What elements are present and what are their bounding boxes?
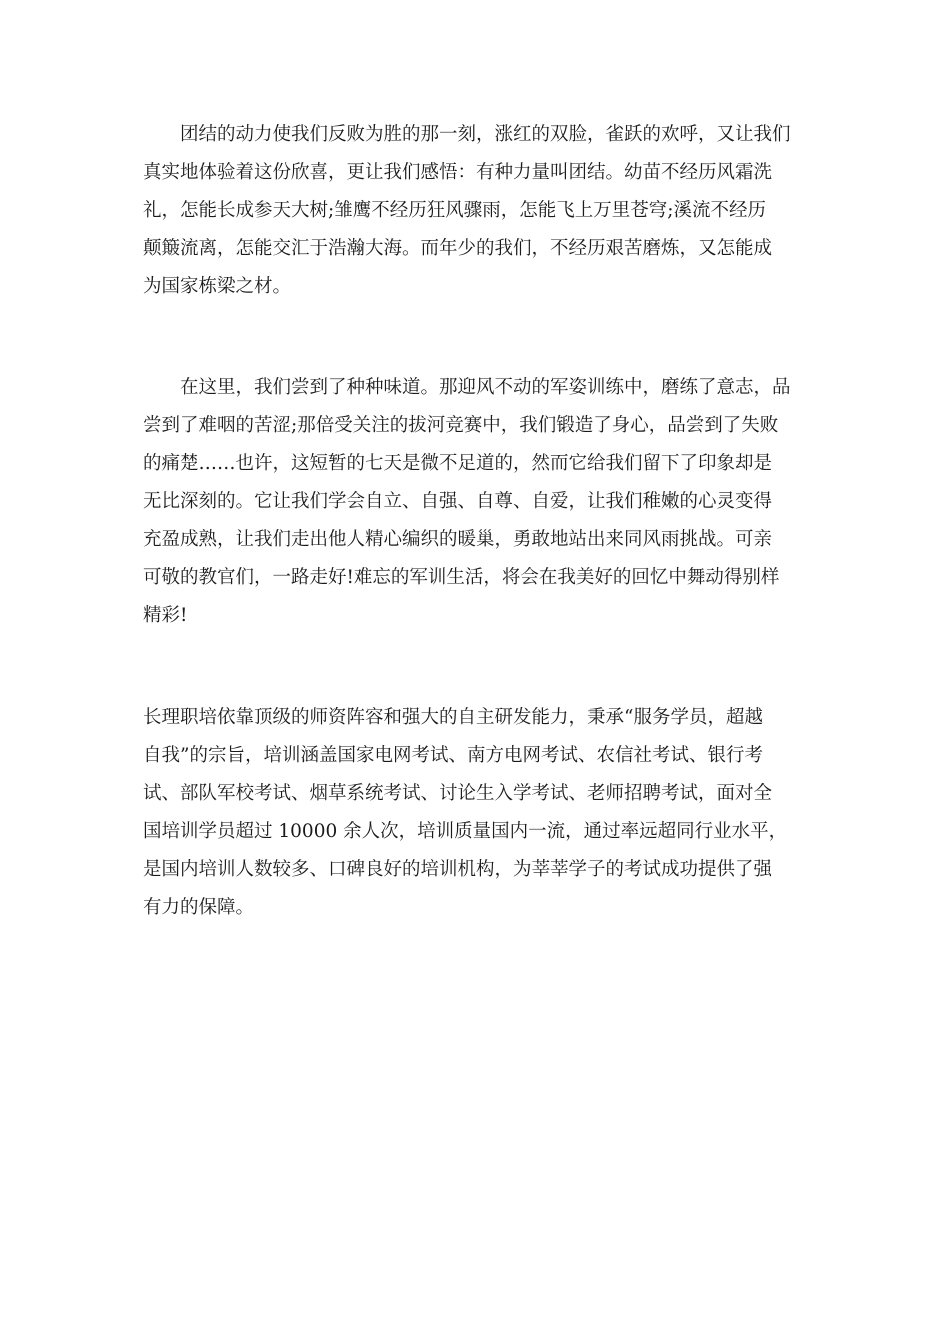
paragraph-line: 礼，怎能长成参天大树;雏鹰不经历狂风骤雨，怎能飞上万里苍穹;溪流不经历: [143, 200, 766, 221]
paragraph-line: 团结的动力使我们反败为胜的那一刻，涨红的双脸，雀跃的欢呼，又让我们: [143, 124, 791, 145]
paragraph-line: 试、部队军校考试、烟草系统考试、讨论生入学考试、老师招聘考试，面对全: [143, 783, 773, 804]
paragraph-line: 充盈成熟，让我们走出他人精心编织的暖巢，勇敢地站出来同风雨挑战。可亲: [143, 529, 773, 550]
paragraph-line: 是国内培训人数较多、口碑良好的培训机构，为莘莘学子的考试成功提供了强: [143, 859, 773, 880]
paragraph-line: 尝到了难咽的苦涩;那倍受关注的拔河竞赛中，我们锻造了身心，品尝到了失败: [143, 415, 779, 436]
paragraph-line: 在这里，我们尝到了种种味道。那迎风不动的军姿训练中，磨练了意志，品: [143, 377, 791, 398]
paragraph-line: 自我”的宗旨，培训涵盖国家电网考试、南方电网考试、农信社考试、银行考: [143, 745, 763, 766]
paragraph-line: 颠簸流离，怎能交汇于浩瀚大海。而年少的我们，不经历艰苦磨炼，又怎能成: [143, 238, 773, 259]
paragraph-line: 精彩!: [143, 605, 188, 626]
paragraph-line: 可敬的教官们，一路走好!难忘的军训生活，将会在我美好的回忆中舞动得别样: [143, 567, 780, 588]
paragraph-training-institute: [143, 699, 807, 927]
paragraph-line: 有力的保障。: [143, 897, 255, 918]
paragraph-line: 国培训学员超过 10000 余人次，培训质量国内一流，通过率远超同行业水平，: [143, 821, 788, 842]
paragraph-line: 长理职培依靠顶级的师资阵容和强大的自主研发能力，秉承“服务学员，超越: [143, 707, 763, 728]
paragraph-line: 真实地体验着这份欣喜，更让我们感悟：有种力量叫团结。幼苗不经历风霜洗: [143, 162, 773, 183]
paragraph-line: 无比深刻的。它让我们学会自立、自强、自尊、自爱，让我们稚嫩的心灵变得: [143, 491, 773, 512]
paragraph-military-training: [143, 369, 807, 635]
paragraph-line: 的痛楚……也许，这短暂的七天是微不足道的，然而它给我们留下了印象却是: [143, 453, 773, 474]
paragraph-line: 为国家栋梁之材。: [143, 276, 292, 297]
paragraph-unity: [143, 116, 807, 306]
